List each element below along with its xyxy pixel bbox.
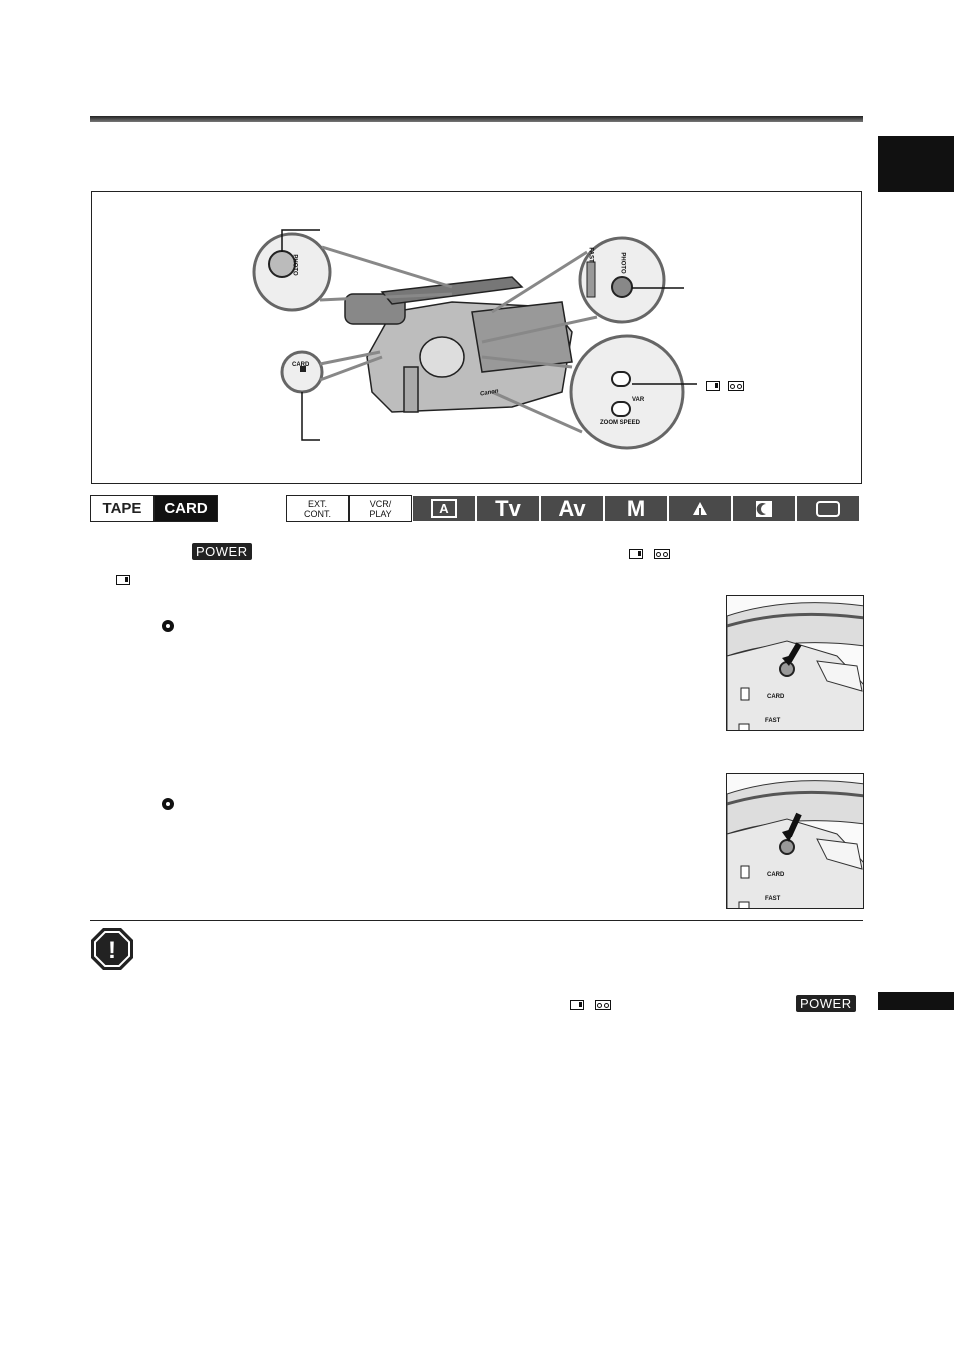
zoom-speed-label: ZOOM SPEED bbox=[600, 420, 641, 426]
mode-tape: TAPE bbox=[90, 495, 154, 522]
card-icon-note bbox=[570, 997, 584, 1015]
mode-gap bbox=[218, 495, 286, 522]
card-icon-inline bbox=[629, 546, 643, 564]
camcorder-diagram bbox=[91, 191, 862, 484]
mode-ext-cont: EXT. CONT. bbox=[286, 495, 349, 522]
section-tab bbox=[878, 136, 954, 192]
mode-frame bbox=[796, 495, 860, 522]
photo-card-button-1: CARD FAST bbox=[726, 595, 864, 731]
mode-tv: Tv bbox=[476, 495, 540, 522]
mode-vcr-play: VCR/ PLAY bbox=[349, 495, 412, 522]
step-bullet-2 bbox=[162, 798, 174, 810]
photo-label-top: PHOTO bbox=[291, 254, 298, 276]
var-label: VAR bbox=[632, 397, 645, 403]
mode-bar bbox=[90, 495, 860, 522]
night-mode-icon bbox=[754, 500, 774, 518]
spotlight-mode-icon bbox=[691, 500, 709, 518]
tape-mode-icon bbox=[728, 378, 744, 396]
tape-icon-inline bbox=[654, 546, 670, 564]
brand-label: Canon bbox=[479, 388, 500, 398]
power-badge-note: POWER bbox=[796, 995, 856, 1012]
svg-text:!: ! bbox=[108, 937, 116, 964]
mode-av: Av bbox=[540, 495, 604, 522]
tape-icon-note bbox=[595, 997, 611, 1015]
mode-auto bbox=[412, 495, 476, 522]
notes-rule bbox=[90, 920, 863, 921]
mode-spotlight bbox=[668, 495, 732, 522]
camcorder-illustration bbox=[92, 192, 863, 485]
photo-card-button-2: CARD FAST bbox=[726, 773, 864, 909]
card-label: CARD bbox=[292, 362, 310, 368]
top-rule bbox=[90, 116, 863, 122]
power-badge: POWER bbox=[192, 543, 252, 560]
mode-card: CARD bbox=[154, 495, 218, 522]
step-bullet-1 bbox=[162, 620, 174, 632]
photo-label-right: PHOTO bbox=[619, 252, 626, 274]
caution-icon bbox=[90, 927, 134, 971]
auto-mode-icon: A bbox=[431, 499, 456, 518]
mode-m: M bbox=[604, 495, 668, 522]
section-tab-lower bbox=[878, 992, 954, 1010]
frame-mode-icon bbox=[815, 500, 841, 518]
card-mode-icon bbox=[706, 378, 720, 396]
card-icon-inline-2 bbox=[116, 572, 130, 590]
fast-label: FAST bbox=[587, 247, 594, 263]
mode-night bbox=[732, 495, 796, 522]
